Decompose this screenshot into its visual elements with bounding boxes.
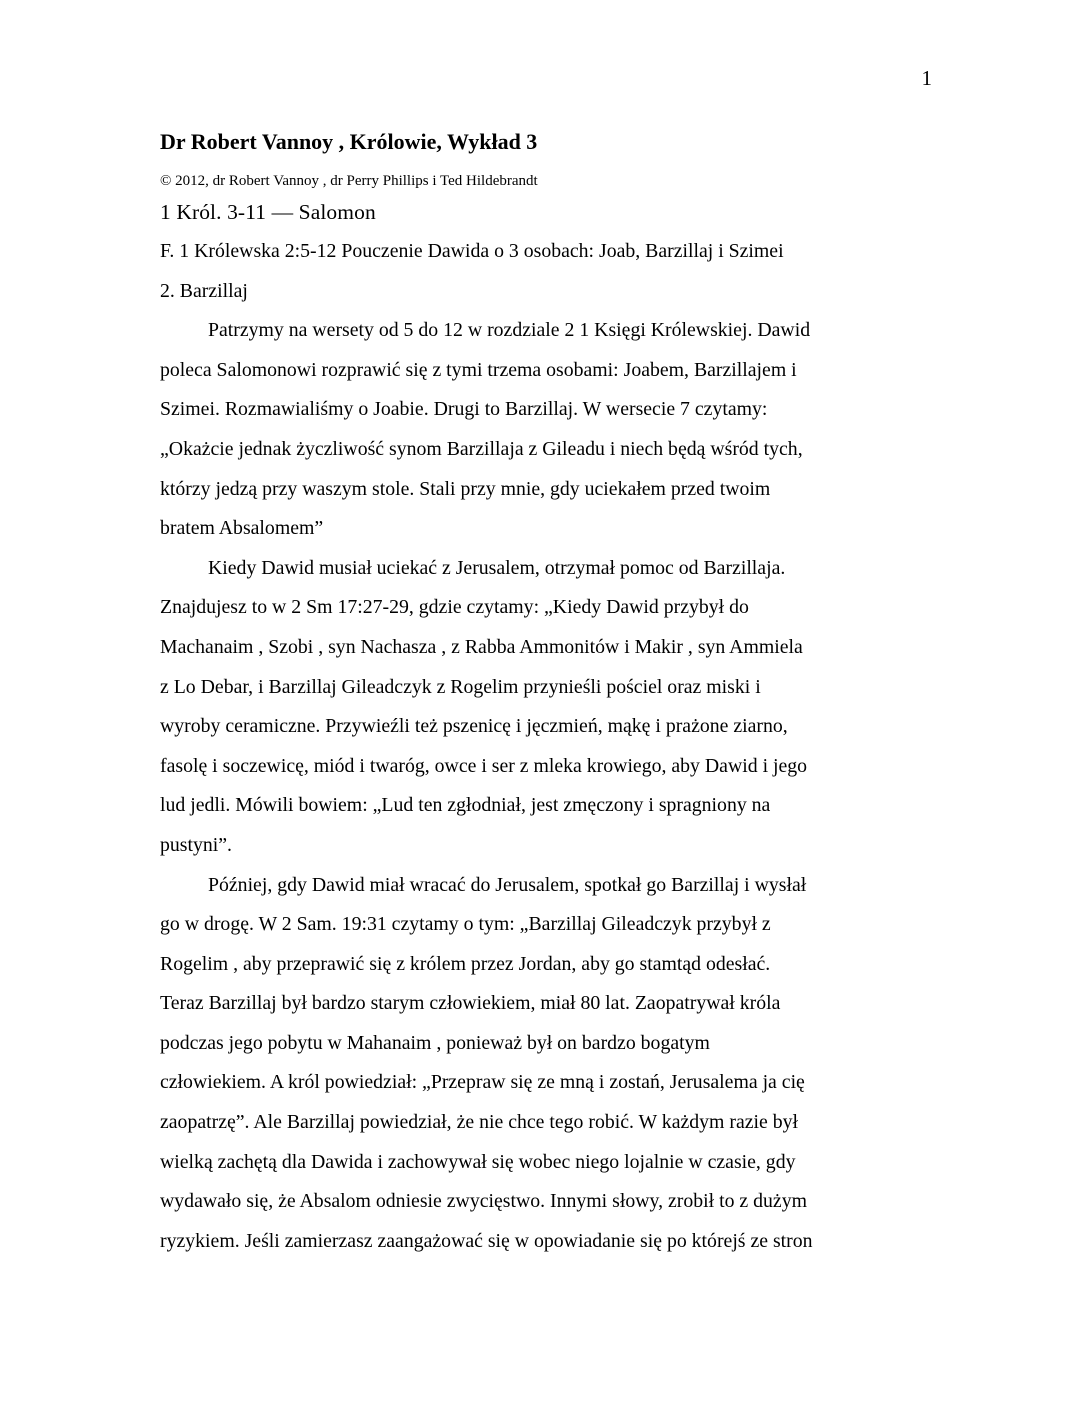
text-line: Kiedy Dawid musiał uciekać z Jerusalem, otrzymał pomoc od Barzillaja. [208,556,786,579]
text-line: wyroby ceramiczne. Przywieźli też pszenicę i jęczmień, mąkę i prażone ziarno, [160,715,788,738]
text-line: go w drogę. W 2 Sam. 19:31 czytamy o tym: „Barzillaj Gileadczyk przybył z [160,913,771,936]
text-line: lud jedli. Mówili bowiem: „Lud ten zgłodniał, jest zmęczony i spragniony na [160,794,771,817]
point-heading: 2. Barzillaj [160,279,248,302]
text-line: Teraz Barzillaj był bardzo starym człowiekiem, miał 80 lat. Zaopatrywał króla [160,992,781,1015]
text-line: Znajdujesz to w 2 Sm 17:27-29, gdzie czytamy: „Kiedy Dawid przybył do [160,596,749,619]
text-line: Rogelim , aby przeprawić się z królem przez Jordan, aby go stamtąd odesłać. [160,952,771,975]
document-title: Dr Robert Vannoy , Królowie, Wykład 3 [160,129,538,154]
document-body [160,126,940,1261]
text-line: Szimei. Rozmawialiśmy o Joabie. Drugi to Barzillaj. W wersecie 7 czytamy: [160,398,768,421]
text-line: Machanaim , Szobi , syn Nachasza , z Rabba Ammonitów i Makir , syn Ammiela [160,635,803,658]
paragraph-1 [160,311,940,549]
paragraph-3 [160,866,940,1262]
text-line: Później, gdy Dawid miał wracać do Jerusalem, spotkał go Barzillaj i wysłał [208,873,807,896]
text-line: którzy jedzą przy waszym stole. Stali przy mnie, gdy uciekałem przed twoim [160,477,771,500]
main-heading: 1 Król. 3-11 — Salomon [160,200,376,224]
copyright-notice: © 2012, dr Robert Vannoy , dr Perry Phillips i Ted Hildebrandt [160,173,538,189]
text-line: z Lo Debar, i Barzillaj Gileadczyk z Rogelim przynieśli pościel oraz miski i [160,675,761,698]
text-line: wydawało się, że Absalom odniesie zwycięstwo. Innymi słowy, zrobił to z dużym [160,1190,807,1213]
text-line: poleca Salomonowi rozprawić się z tymi trzema osobami: Joabem, Barzillajem i [160,358,797,381]
text-line: podczas jego pobytu w Mahanaim , ponieważ był on bardzo bogatym [160,1031,710,1054]
text-line: Patrzymy na wersety od 5 do 12 w rozdziale 2 1 Księgi Królewskiej. Dawid [208,319,811,342]
text-line: pustyni”. [160,833,232,856]
text-line: zaopatrzę”. Ale Barzillaj powiedział, że nie chce tego robić. W każdym razie był [160,1111,799,1134]
page-number: 1 [921,66,932,90]
sub-heading: F. 1 Królewska 2:5-12 Pouczenie Dawida o 3 osobach: Joab, Barzillaj i Szimei [160,240,784,262]
paragraph-2 [160,549,940,866]
text-line: fasolę i soczewicę, miód i twaróg, owce i ser z mleka krowiego, aby Dawid i jego [160,754,808,777]
text-line: człowiekiem. A król powiedział: „Przepraw się ze mną i zostań, Jerusalema ja cię [160,1071,805,1094]
text-line: bratem Absalomem” [160,517,324,540]
text-line: wielką zachętą dla Dawida i zachowywał się wobec niego lojalnie w czasie, gdy [160,1150,796,1173]
text-line: „Okażcie jednak życzliwość synom Barzillaja z Gileadu i niech będą wśród tych, [160,437,803,460]
text-line: ryzykiem. Jeśli zamierzasz zaangażować się w opowiadanie się po którejś ze stron [160,1229,813,1252]
